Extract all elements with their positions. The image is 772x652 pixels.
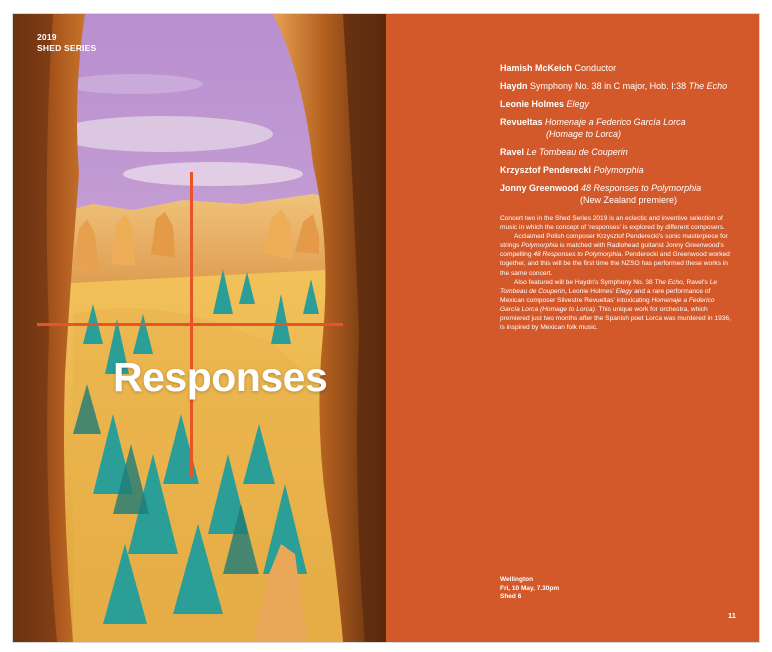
brochure-spread: [13, 14, 759, 642]
program-item: [500, 80, 750, 92]
work-title: Elegy: [566, 99, 590, 109]
work-note: (New Zealand premiere): [580, 195, 678, 205]
paragraph-penderecki: Acclaimed Polish composer Krzysztof Penderecki's sonic masterpiece for strings Polymorphia is matched with Radiohead guitarist Jonny Greenwood's compelling 48 Responses to Polymorphia. Penderecki and Greenwood worked together, and this will be the first time the NZSO has performed these works in the same concert.: [500, 233, 730, 277]
paragraph-also-featured: Also featured will be Haydn's Symphony No. 38 The Echo, Ravel's Le Tombeau de Couperin, Leonie Holmes' Elegy and a rare performance of Mexican composer Silvestre Revueltas' intoxicating Homenaje a Federico García Lorca (Homage to Lorca). This unique work for orchestra, which premiered just two months after the Spanish poet Lorca was murdered in 1936, is inspired by Mexican folk music.: [500, 278, 731, 332]
left-page-photo: [13, 14, 386, 642]
series-name: SHED SERIES: [37, 43, 97, 53]
cross-horizontal-line: [37, 323, 343, 326]
canyon-photo: [13, 14, 386, 642]
venue-info: [500, 576, 559, 602]
conductor-name: Hamish McKeich: [500, 63, 573, 73]
paragraph-intro: Concert two in the Shed Series 2019 is an eclectic and inventive selection of music in which the concept of 'responses' is explored by different composers.: [500, 215, 725, 232]
composer-name: Leonie Holmes: [500, 99, 565, 109]
work-title: 48 Responses to Polymorphia: [581, 183, 702, 193]
venue-city: Wellington: [500, 576, 534, 583]
composer-name: Jonny Greenwood: [500, 183, 579, 193]
program-item: [500, 164, 750, 176]
program-item: [500, 98, 750, 110]
right-page: [386, 14, 759, 642]
program-item: [500, 146, 750, 158]
program-item: [500, 182, 750, 206]
venue-date: Fri, 10 May, 7.30pm: [500, 584, 560, 592]
series-year: 2019: [37, 32, 57, 42]
conductor-line: [500, 62, 750, 74]
work-subtitle: The Echo: [688, 81, 728, 91]
series-label: [37, 32, 96, 54]
composer-name: Haydn: [500, 81, 528, 91]
program-list: [500, 62, 750, 212]
work-title: Le Tombeau de Couperin: [526, 147, 628, 157]
headline-title: Responses: [113, 354, 328, 400]
composer-name: Krzysztof Penderecki: [500, 165, 592, 175]
work-note: (Homage to Lorca): [546, 129, 622, 139]
composer-name: Revueltas: [500, 117, 543, 127]
body-text: [500, 214, 736, 332]
work-title: Polymorphia: [593, 165, 644, 175]
composer-name: Ravel: [500, 147, 525, 157]
venue-hall: Shed 6: [500, 593, 522, 600]
work-title: Symphony No. 38 in C major, Hob. I:38: [530, 81, 687, 91]
conductor-role: Conductor: [574, 63, 617, 73]
work-title: Homenaje a Federico García Lorca: [545, 117, 686, 127]
page-number: 11: [728, 611, 736, 620]
program-item: [500, 116, 750, 140]
